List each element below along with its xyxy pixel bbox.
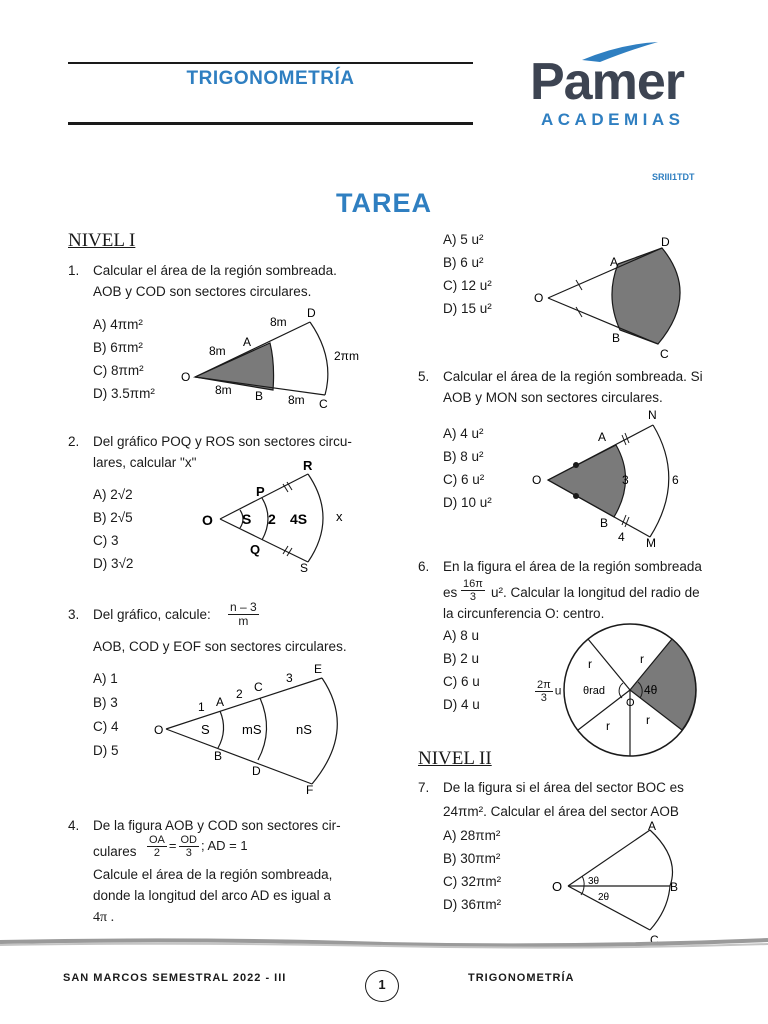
label-a: A (610, 255, 619, 269)
label-4s: 4S (290, 511, 308, 527)
label-3theta: 3θ (588, 876, 600, 887)
q3-options (93, 667, 119, 763)
label-c: C (319, 397, 328, 411)
option-b[interactable]: B) 2 u (443, 651, 480, 666)
q3-fraction (228, 601, 259, 628)
label-3: 3 (622, 473, 629, 487)
option-b[interactable]: B) 6πm² (93, 340, 143, 355)
label-4: 4 (618, 530, 625, 544)
option-c[interactable]: C) 6 u (443, 674, 480, 689)
label-n: N (648, 408, 657, 422)
section-heading-nivel-2: NIVEL II (418, 748, 492, 769)
label-x: x (336, 509, 343, 524)
option-d[interactable]: D) 3√2 (93, 556, 134, 571)
label-a: A (598, 430, 607, 444)
question-text-line: u². Calcular la longitud del radio de (491, 585, 700, 600)
question-text-line: De la figura AOB y COD son sectores cir- (93, 818, 341, 833)
q1-sector-diagram (175, 300, 375, 415)
option-d[interactable]: D) 3.5πm² (93, 386, 155, 401)
label-r-bottom-left: r (606, 719, 610, 733)
q6-options (443, 624, 480, 716)
question-3 (68, 604, 378, 654)
page-title: TAREA (336, 188, 432, 218)
option-d[interactable]: D) 36πm² (443, 897, 502, 912)
label-c: C (660, 347, 669, 360)
fraction-numerator: 16π (463, 578, 483, 590)
q4-sector-diagram (530, 232, 700, 360)
q7-sector-diagram (550, 818, 690, 948)
q1-options (93, 313, 155, 405)
question-number: 2. (68, 434, 80, 449)
label-b: B (670, 880, 679, 894)
label-o: O (202, 512, 213, 528)
option-d[interactable]: D) 5 (93, 743, 119, 758)
label-d: D (252, 764, 261, 778)
question-4 (68, 815, 378, 925)
option-a[interactable]: A) 28πm² (443, 828, 501, 843)
label-q: Q (250, 542, 261, 557)
label-o: O (181, 370, 191, 384)
label-1: 1 (198, 700, 205, 714)
label-s-point: S (300, 561, 309, 573)
question-text-line: la circunferencia O: centro. (443, 606, 605, 621)
label-o: O (534, 291, 544, 305)
question-number: 3. (68, 607, 80, 622)
q4-options (443, 228, 492, 320)
q7-options (443, 824, 501, 916)
label-a: A (243, 335, 252, 349)
option-d[interactable]: D) 15 u² (443, 301, 492, 316)
question-number: 1. (68, 263, 80, 278)
label-theta: θrad (583, 685, 606, 697)
label-p: P (256, 484, 265, 499)
q6-fraction (461, 578, 485, 603)
question-text-line: 4π . (93, 910, 115, 925)
option-b[interactable]: B) 2√5 (93, 510, 133, 525)
q5-sector-diagram (528, 405, 698, 550)
option-a[interactable]: A) 4 u² (443, 426, 484, 441)
question-text-line: Del gráfico, calcule: (93, 607, 211, 622)
option-b[interactable]: B) 6 u² (443, 255, 484, 270)
option-a[interactable]: A) 5 u² (443, 232, 484, 247)
label-oa: 8m (209, 344, 226, 358)
question-text-line: lares, calcular "x" (93, 455, 197, 470)
label-m: M (646, 536, 656, 550)
label-4theta: 4θ (644, 683, 658, 697)
label-b: B (600, 516, 609, 530)
label-b: B (255, 389, 264, 403)
label-a: A (216, 695, 225, 709)
label-b: B (612, 331, 621, 345)
logo-subtext: ACADEMIAS (541, 110, 685, 129)
option-b[interactable]: B) 30πm² (443, 851, 501, 866)
header-bottom-rule (68, 122, 473, 125)
option-a[interactable]: A) 1 (93, 671, 118, 686)
subject-title: TRIGONOMETRÍA (186, 68, 355, 89)
question-text-line: AOB y MON son sectores circulares. (443, 390, 663, 405)
option-b[interactable]: B) 8 u² (443, 449, 484, 464)
question-text-line: Calcular el área de la región sombreada. (93, 263, 337, 278)
option-c[interactable]: C) 8πm² (93, 363, 144, 378)
question-text-line: Del gráfico POQ y ROS son sectores circu- (93, 434, 352, 449)
q2-options (93, 483, 133, 575)
option-c[interactable]: C) 4 (93, 719, 119, 734)
label-2: 2 (236, 687, 243, 701)
label-ob: 8m (215, 383, 232, 397)
label-o: O (552, 879, 563, 894)
label-e: E (314, 662, 323, 676)
label-s-area: S (242, 511, 252, 527)
label-r-top-right: r (640, 652, 644, 666)
label-bc: 8m (288, 393, 305, 407)
section-heading-nivel-1: NIVEL I (68, 230, 136, 251)
label-ns: nS (296, 722, 312, 737)
fraction-od: $\frac{OD}{3}$ (180, 834, 197, 859)
label-o: O (154, 723, 164, 737)
footer-rule (0, 934, 768, 952)
label-r-top-left: r (588, 657, 592, 671)
label-d: D (307, 306, 316, 320)
label-o: O (532, 473, 542, 487)
document-code: SRIII1TDT (652, 172, 695, 182)
q3-sector-diagram (152, 660, 367, 800)
option-c[interactable]: C) 12 u² (443, 278, 492, 293)
label-two: 2 (268, 511, 276, 527)
label-c: C (254, 680, 263, 694)
label-f: F (306, 783, 314, 797)
option-c[interactable]: C) 6 u² (443, 472, 485, 487)
label-ad: 8m (270, 315, 287, 329)
label-b: B (214, 749, 223, 763)
label-3: 3 (286, 671, 293, 685)
question-text-line: culares (93, 844, 137, 859)
question-text-line: es (443, 585, 458, 600)
option-c[interactable]: C) 3 (93, 533, 119, 548)
question-text-line: AOB, COD y EOF son sectores circulares. (93, 639, 347, 654)
q2-sector-diagram (198, 458, 358, 573)
question-number: 5. (418, 369, 430, 384)
question-text-line: Calcular el área de la región sombreada. Si (443, 369, 703, 384)
label-c: C (650, 933, 659, 947)
option-d[interactable]: D) 4 u (443, 697, 480, 712)
q4-formula: $\frac{OA}{2}$ = $\frac{OD}{3}$ ; AD = 1 (149, 834, 248, 859)
question-text-line: 24πm². Calcular el área del sector AOB (443, 804, 679, 819)
question-text-line: Calcule el área de la región sombreada, (93, 867, 333, 882)
label-s: S (201, 722, 210, 737)
option-b[interactable]: B) 3 (93, 695, 118, 710)
label-6: 6 (672, 473, 679, 487)
q6-arc-label: $\frac{2\pi}{3}$ u (537, 679, 562, 704)
question-text-line: De la figura si el área del sector BOC es (443, 780, 684, 795)
label-arc: 2πm (334, 349, 359, 363)
label-ms: mS (242, 722, 262, 737)
question-number: 6. (418, 559, 430, 574)
label-r: R (303, 458, 313, 473)
question-number: 4. (68, 818, 80, 833)
fraction-numerator: n – 3 (230, 600, 257, 614)
label-d: D (661, 235, 670, 249)
label-2theta: 2θ (598, 892, 610, 903)
option-a[interactable]: A) 2√2 (93, 487, 133, 502)
question-text-line: donde la longitud del arco AD es igual a (93, 888, 331, 903)
label-a: A (648, 819, 657, 833)
question-number: 7. (418, 780, 430, 795)
option-a[interactable]: A) 4πm² (93, 317, 143, 332)
q5-options (443, 422, 492, 514)
option-c[interactable]: C) 32πm² (443, 874, 502, 889)
label-o: O (626, 697, 635, 709)
page-number: 1 (365, 970, 399, 1002)
option-a[interactable]: A) 8 u (443, 628, 480, 643)
question-text-line: En la figura el área de la región sombreada (443, 559, 702, 574)
footer-left-text: SAN MARCOS SEMESTRAL 2022 - III (63, 972, 287, 984)
header-top-rule (68, 62, 473, 64)
fraction-oa: $\frac{OA}{2}$ (149, 834, 165, 859)
logo-text: Pamer (530, 53, 684, 111)
fraction-denominator: 3 (469, 591, 476, 603)
question-text-line: AOB y COD son sectores circulares. (93, 284, 312, 299)
fraction-denominator: m (238, 614, 249, 628)
label-r-bottom-right: r (646, 713, 650, 727)
footer-right-text: TRIGONOMETRÍA (468, 972, 575, 984)
option-d[interactable]: D) 10 u² (443, 495, 492, 510)
